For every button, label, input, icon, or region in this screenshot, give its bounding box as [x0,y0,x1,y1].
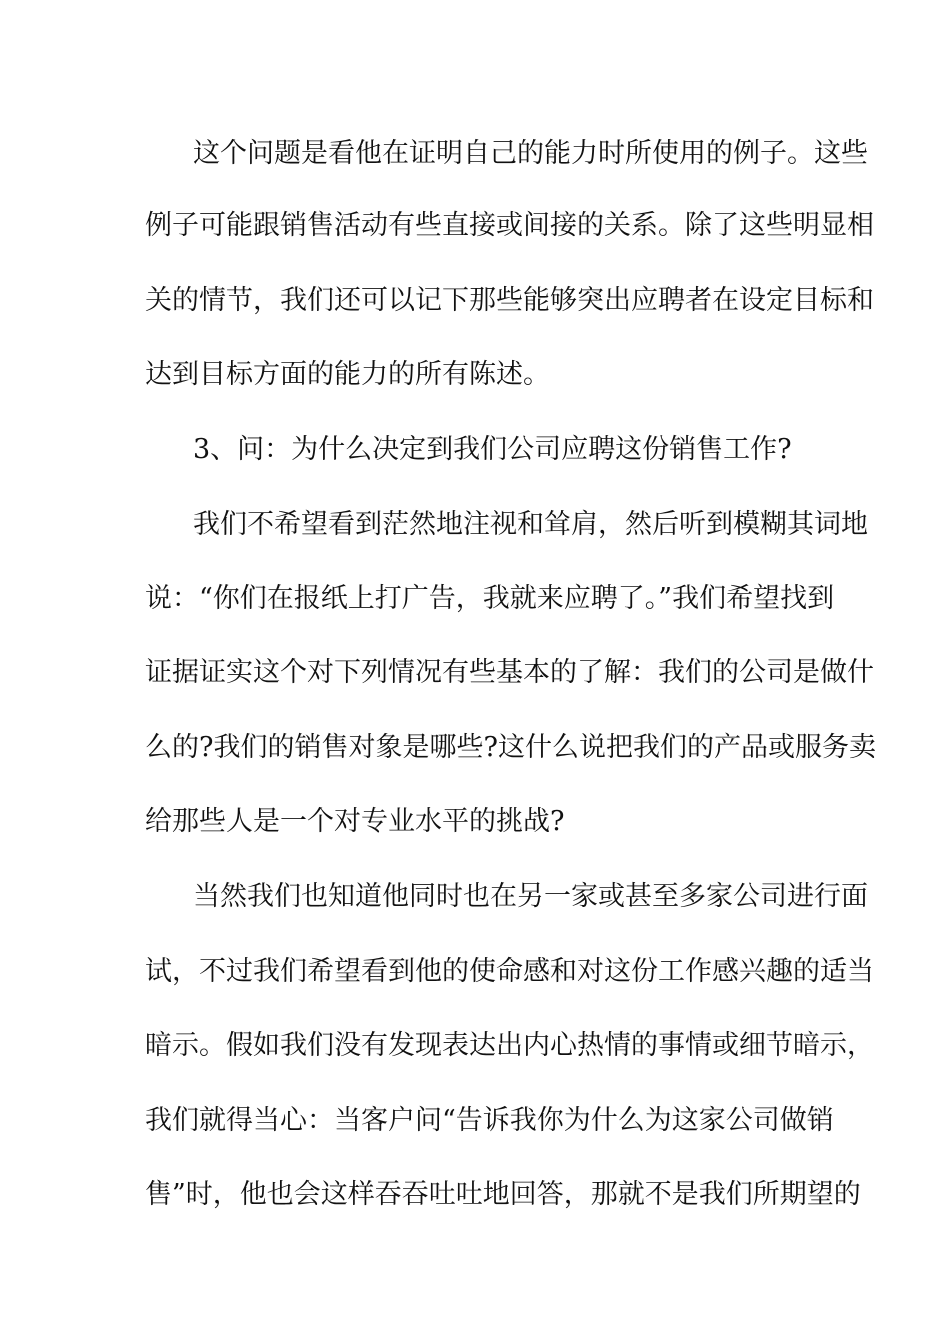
question-3-heading: 3、问：为什么决定到我们公司应聘这份销售工作? [193,434,792,465]
paragraph-1-line-2: 例子可能跟销售活动有些直接或间接的关系。除了这些明显相 [145,210,874,241]
paragraph-3-line-5: 售”时，他也会这样吞吞吐吐地回答，那就不是我们所期望的 [145,1179,861,1210]
paragraph-2-line-3: 证据证实这个对下列情况有些基本的了解：我们的公司是做什 [145,657,874,688]
paragraph-1-line-1: 这个问题是看他在证明自己的能力时所使用的例子。这些 [193,138,868,169]
paragraph-3-line-3: 暗示。假如我们没有发现表达出内心热情的事情或细节暗示， [145,1030,874,1061]
paragraph-2-line-2: 说：“你们在报纸上打广告，我就来应聘了。”我们希望找到 [145,583,835,614]
paragraph-2-line-4: 么的?我们的销售对象是哪些?这什么说把我们的产品或服务卖 [145,732,876,763]
paragraph-3-line-4: 我们就得当心：当客户问“告诉我你为什么为这家公司做销 [145,1105,834,1136]
paragraph-1-line-3: 关的情节，我们还可以记下那些能够突出应聘者在设定目标和 [145,285,874,316]
paragraph-3-line-2: 试，不过我们希望看到他的使命感和对这份工作感兴趣的适当 [145,956,874,987]
paragraph-1-line-4: 达到目标方面的能力的所有陈述。 [145,359,550,390]
paragraph-2-line-1: 我们不希望看到茫然地注视和耸肩，然后听到模糊其词地 [193,509,868,540]
paragraph-3-line-1: 当然我们也知道他同时也在另一家或甚至多家公司进行面 [193,881,868,912]
paragraph-2-line-5: 给那些人是一个对专业水平的挑战? [145,806,565,837]
